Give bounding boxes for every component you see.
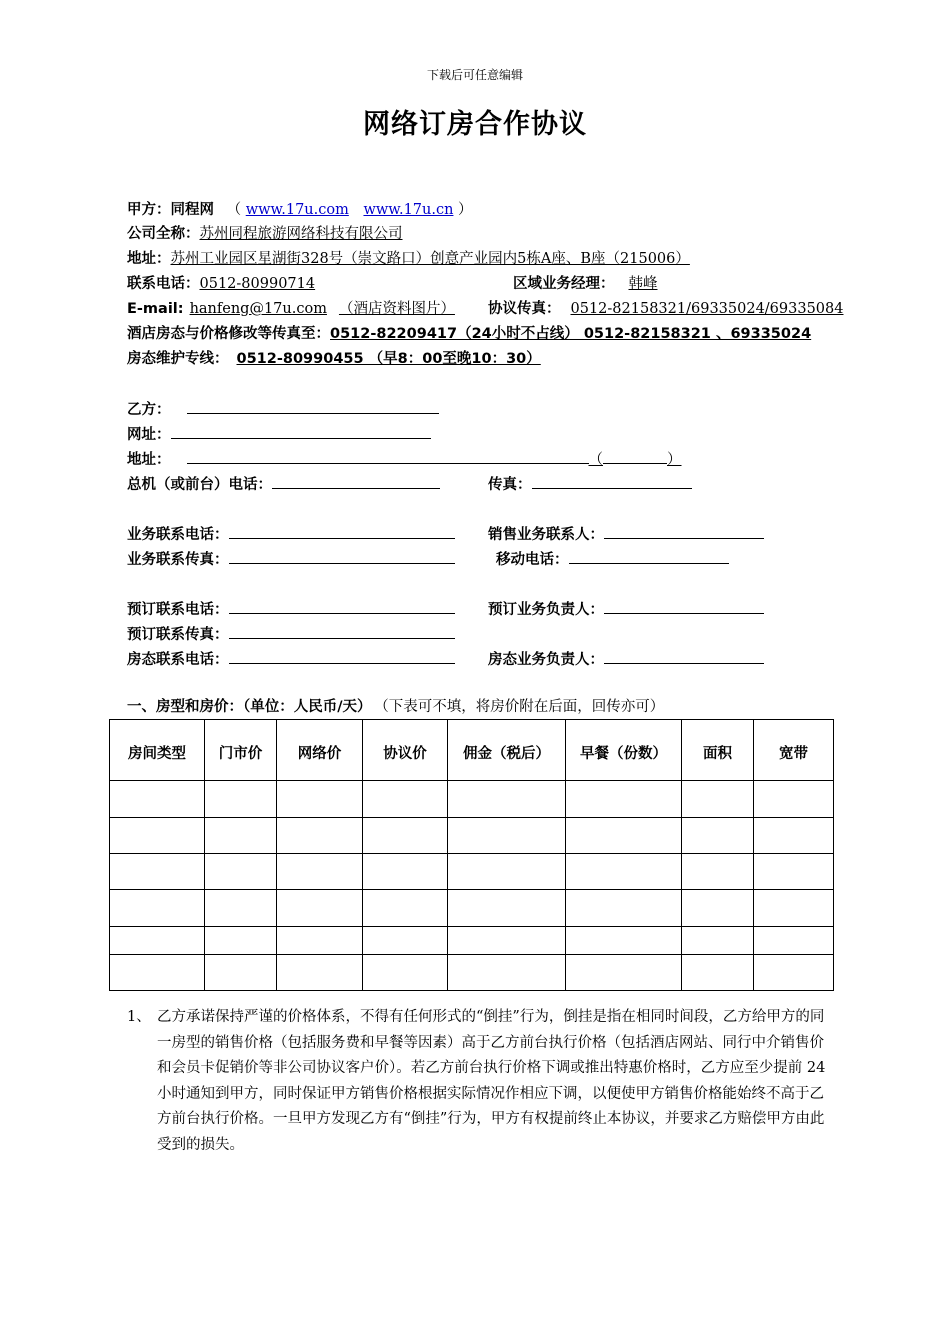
table-row	[110, 890, 834, 927]
mobile-field[interactable]	[569, 548, 729, 564]
table-cell[interactable]	[277, 955, 363, 991]
party-b-fax-line	[488, 473, 692, 495]
table-cell[interactable]	[110, 854, 205, 890]
table-row	[110, 854, 834, 890]
table-cell[interactable]	[110, 818, 205, 854]
section1-note: （下表可不填，将房价附在后面，回传亦可）	[381, 699, 665, 715]
postcode-field[interactable]	[603, 448, 667, 464]
postcode-open: （	[588, 452, 603, 468]
sales-contact-field[interactable]	[604, 523, 764, 539]
table-cell[interactable]	[205, 854, 277, 890]
company-name: 苏州同程旅游网络科技有限公司	[199, 226, 403, 242]
table-cell[interactable]	[363, 927, 448, 955]
table-cell[interactable]	[448, 854, 566, 890]
table-row	[110, 927, 834, 955]
fax-line	[488, 298, 857, 320]
website-line	[127, 423, 431, 445]
party-b-address-line	[127, 448, 682, 470]
table-header-row	[110, 720, 834, 781]
status-phone-field[interactable]	[229, 648, 455, 664]
email-note: （酒店资料图片）	[338, 301, 455, 317]
table-cell[interactable]	[205, 890, 277, 927]
email-line	[127, 298, 455, 320]
table-cell[interactable]	[448, 781, 566, 818]
table-cell[interactable]	[754, 818, 834, 854]
biz-phone-field[interactable]	[229, 523, 455, 539]
table-cell[interactable]	[205, 927, 277, 955]
table-cell[interactable]	[448, 818, 566, 854]
table-cell[interactable]	[277, 781, 363, 818]
table-cell[interactable]	[110, 781, 205, 818]
website-link-com[interactable]: www.17u.com	[245, 202, 349, 218]
table-cell[interactable]	[566, 955, 682, 991]
status-fax-label: 酒店房态与价格修改等传真至：	[127, 326, 330, 342]
table-row	[110, 781, 834, 818]
th-broadband: 宽带	[754, 720, 834, 781]
table-cell[interactable]	[754, 854, 834, 890]
booking-manager-label: 预订业务负责人：	[488, 602, 604, 618]
close-paren: ）	[458, 202, 473, 218]
hotline-value: 0512-80990455 （早8：00至晚10：30）	[236, 351, 541, 367]
email-label: E-mail:	[127, 301, 184, 317]
party-b-name-field[interactable]	[187, 398, 439, 414]
section1-heading: 一、房型和房价：（单位：人民币/天）	[127, 699, 372, 715]
hotline-line	[127, 348, 597, 370]
booking-phone-label: 预订联系电话：	[127, 602, 229, 618]
phone-line	[127, 273, 329, 295]
party-a-name: 同程网	[170, 202, 214, 218]
th-rack-rate: 门市价	[205, 720, 277, 781]
table-row	[110, 955, 834, 991]
party-a-label: 甲方：	[127, 202, 171, 218]
booking-manager-line	[488, 598, 764, 620]
address-line	[127, 248, 690, 270]
table-cell[interactable]	[682, 890, 754, 927]
table-cell[interactable]	[682, 927, 754, 955]
switchboard-field[interactable]	[272, 473, 440, 489]
th-online-rate: 网络价	[277, 720, 363, 781]
biz-fax-label: 业务联系传真：	[127, 552, 229, 568]
clause1-number: 1、	[127, 1009, 151, 1025]
th-contract-rate: 协议价	[363, 720, 448, 781]
fax-value: 0512-82158321/69335024/69335084	[570, 301, 844, 317]
address-label: 地址：	[127, 251, 171, 267]
biz-fax-line	[127, 548, 455, 570]
switchboard-line	[127, 473, 440, 495]
company-line	[127, 223, 403, 245]
th-breakfast: 早餐（份数）	[566, 720, 682, 781]
table-cell[interactable]	[363, 854, 448, 890]
manager-value: 韩峰	[628, 276, 658, 292]
website-label: 网址：	[127, 427, 171, 443]
table-cell[interactable]	[205, 781, 277, 818]
table-cell[interactable]	[110, 890, 205, 927]
website-link-cn[interactable]: www.17u.cn	[363, 202, 454, 218]
booking-fax-line	[127, 623, 455, 645]
table-cell[interactable]	[110, 927, 205, 955]
section1-heading-line	[127, 696, 664, 718]
email-value: hanfeng@17u.com	[189, 301, 327, 317]
table-cell[interactable]	[363, 781, 448, 818]
party-b-line	[127, 398, 439, 420]
open-paren: （	[226, 202, 242, 218]
postcode-close: ）	[667, 452, 682, 468]
table-cell[interactable]	[754, 927, 834, 955]
website-field[interactable]	[171, 423, 431, 439]
mobile-line	[496, 548, 729, 570]
table-cell[interactable]	[566, 781, 682, 818]
status-manager-line	[488, 648, 764, 670]
party-b-fax-field[interactable]	[532, 473, 692, 489]
table-cell[interactable]	[566, 927, 682, 955]
party-b-address-label: 地址：	[127, 452, 171, 468]
booking-phone-field[interactable]	[229, 598, 455, 614]
company-label: 公司全称：	[127, 226, 200, 242]
table-cell[interactable]	[277, 927, 363, 955]
table-cell[interactable]	[566, 818, 682, 854]
table-cell[interactable]	[205, 818, 277, 854]
table-cell[interactable]	[110, 955, 205, 991]
booking-fax-field[interactable]	[229, 623, 455, 639]
biz-fax-field[interactable]	[229, 548, 455, 564]
table-cell[interactable]	[682, 781, 754, 818]
page-title: 网络订房合作协议	[363, 109, 587, 140]
table-cell[interactable]	[277, 890, 363, 927]
status-manager-field[interactable]	[604, 648, 764, 664]
party-b-label: 乙方：	[127, 402, 171, 418]
table-cell[interactable]	[682, 955, 754, 991]
status-fax-line	[127, 323, 825, 345]
table-row	[110, 818, 834, 854]
booking-manager-field[interactable]	[604, 598, 764, 614]
party-a-line	[127, 199, 473, 221]
table-cell[interactable]	[448, 890, 566, 927]
header-note: 下载后可任意编辑	[426, 68, 523, 82]
mobile-label: 移动电话：	[496, 552, 569, 568]
table-cell[interactable]	[754, 781, 834, 818]
table-cell[interactable]	[277, 854, 363, 890]
table-cell[interactable]	[363, 955, 448, 991]
table-cell[interactable]	[363, 818, 448, 854]
manager-label: 区域业务经理：	[513, 276, 615, 292]
hotline-label: 房态维护专线：	[127, 351, 229, 367]
table-cell[interactable]	[205, 955, 277, 991]
th-commission: 佣金（税后）	[448, 720, 566, 781]
room-rate-table	[109, 719, 834, 991]
biz-phone-line	[127, 523, 455, 545]
table-cell[interactable]	[448, 927, 566, 955]
table-cell[interactable]	[566, 890, 682, 927]
phone-value: 0512-80990714	[199, 276, 316, 292]
party-b-fax-label: 传真：	[488, 477, 532, 493]
sales-contact-label: 销售业务联系人：	[488, 527, 604, 543]
address-value: 苏州工业园区星湖街328号（崇文路口）创意产业园内5栋A座、B座（215006）	[170, 251, 690, 267]
phone-label: 联系电话：	[127, 276, 200, 292]
status-phone-label: 房态联系电话：	[127, 652, 229, 668]
table-cell[interactable]	[566, 854, 682, 890]
status-manager-label: 房态业务负责人：	[488, 652, 604, 668]
table-cell[interactable]	[754, 890, 834, 927]
sales-contact-line	[488, 523, 764, 545]
biz-phone-label: 业务联系电话：	[127, 527, 229, 543]
table-cell[interactable]	[448, 955, 566, 991]
th-area: 面积	[682, 720, 754, 781]
table-cell[interactable]	[682, 854, 754, 890]
booking-fax-label: 预订联系传真：	[127, 627, 229, 643]
table-cell[interactable]	[277, 818, 363, 854]
status-fax-value: 0512-82209417（24小时不占线） 0512-82158321 、69335024	[330, 326, 812, 342]
th-room-type: 房间类型	[110, 720, 205, 781]
manager-line	[513, 273, 700, 295]
fax-label: 协议传真：	[488, 301, 561, 317]
table-cell[interactable]	[682, 818, 754, 854]
switchboard-label: 总机（或前台）电话：	[127, 477, 272, 493]
table-cell[interactable]	[754, 955, 834, 991]
status-phone-line	[127, 648, 455, 670]
clause1-text: 乙方承诺保持严谨的价格体系，不得有任何形式的“倒挂”行为，倒挂是指在相同时间段，乙方给甲方的同一房型的销售价格（包括服务费和早餐等因素）高于乙方前台执行价格（包括酒店网站、同行中介销售价和会员卡促销价等非公司协议客户价）。若乙方前台执行价格下调或推出特惠价格时，乙方应至少提前 24小时通知到甲方，同时保证甲方销售价格根据实际情况作相应下调，以便使甲方销售价格能始终不高于乙方前台执行价格。一旦甲方发现乙方有“倒挂”行为，甲方有权提前终止本协议，并要求乙方赔偿甲方由此受到的损失。	[157, 1009, 826, 1153]
table-cell[interactable]	[363, 890, 448, 927]
booking-phone-line	[127, 598, 455, 620]
party-b-address-field[interactable]	[187, 448, 589, 464]
